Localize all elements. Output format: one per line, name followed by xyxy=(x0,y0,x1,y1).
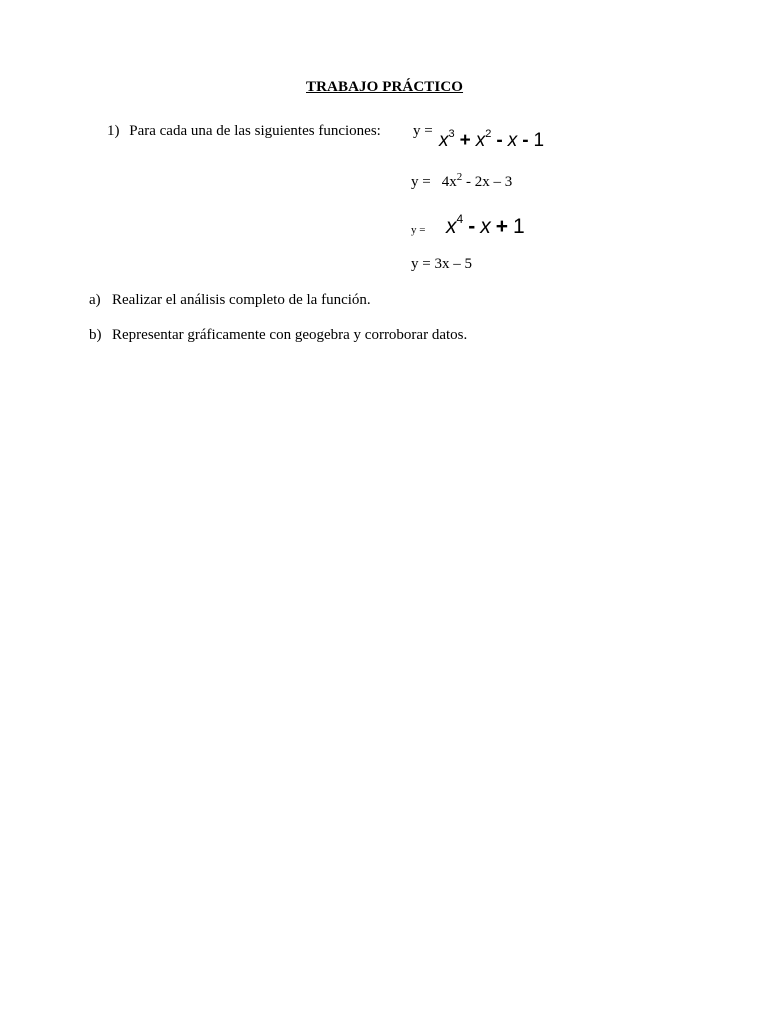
f1-op3: - xyxy=(522,130,529,151)
f1-term3-var: x xyxy=(507,130,518,151)
f1-term1-var: x xyxy=(439,130,449,151)
subitem-letter: b) xyxy=(89,327,102,343)
f2-coef: 4x xyxy=(441,174,457,190)
function-3-label: y = xyxy=(411,224,426,236)
subitem-text: Realizar el análisis completo de la función. xyxy=(112,292,371,308)
subitem-text: Representar gráficamente con geogebra y corroborar datos. xyxy=(112,327,468,343)
f3-op2: + xyxy=(495,215,508,238)
f2-rest: - 2x – 3 xyxy=(465,174,513,190)
f1-term1-exp: 3 xyxy=(448,128,455,140)
f3-term2-var: x xyxy=(480,215,491,238)
subitem-b xyxy=(89,327,467,344)
f3-op1: - xyxy=(468,215,476,238)
f1-op1: + xyxy=(459,130,471,151)
f1-op2: - xyxy=(496,130,503,151)
list-item-1 xyxy=(107,123,381,140)
item-number: 1) xyxy=(107,123,120,139)
subitem-a xyxy=(89,292,371,309)
function-3-equation xyxy=(446,212,525,239)
f2-exp: 2 xyxy=(456,171,463,183)
f1-const: 1 xyxy=(533,130,545,151)
f2-label: y = xyxy=(411,174,431,190)
page-title: TRABAJO PRÁCTICO xyxy=(306,79,464,95)
function-1-label: y = xyxy=(413,123,433,139)
f3-term1-var: x xyxy=(446,215,457,238)
f1-term2-var: x xyxy=(475,130,486,151)
item-text: Para cada una de las siguientes funciones: xyxy=(129,123,381,139)
f3-term1-exp: 4 xyxy=(456,212,464,226)
f1-term2-exp: 2 xyxy=(485,128,492,140)
function-2-equation xyxy=(411,171,513,191)
function-4-equation: y = 3x – 5 xyxy=(411,256,472,272)
function-1-equation xyxy=(439,130,544,152)
subitem-letter: a) xyxy=(89,292,101,308)
f3-const: 1 xyxy=(512,215,525,238)
